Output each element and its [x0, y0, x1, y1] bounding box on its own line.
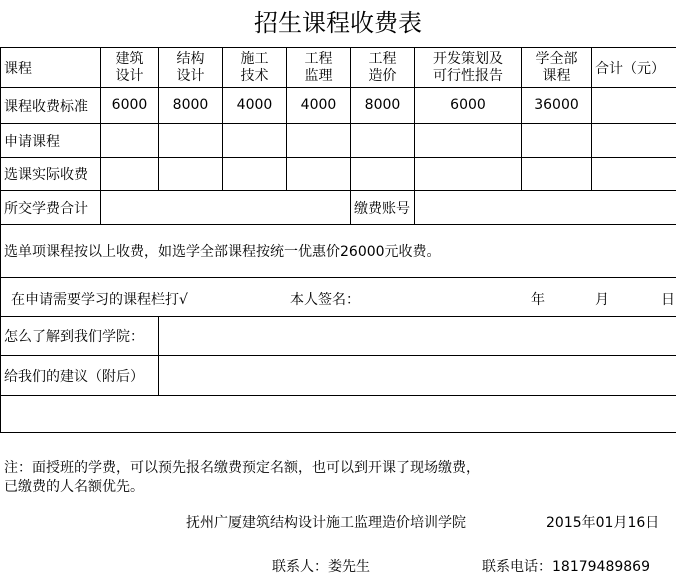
apply-cell[interactable]	[351, 124, 415, 158]
fee-row-label: 课程收费标准	[1, 88, 101, 124]
school-name: 抚州广厦建筑结构设计施工监理造价培训学院	[186, 515, 466, 531]
apply-cell[interactable]	[223, 124, 287, 158]
contact-phone: 联系电话：18179489869	[482, 559, 650, 575]
paid-total-label: 所交学费合计	[1, 191, 101, 225]
month-label: 月	[595, 292, 609, 308]
apply-cell[interactable]	[415, 124, 522, 158]
actual-fee-cell[interactable]	[287, 158, 351, 191]
fee-cell: 36000	[522, 88, 592, 124]
fee-cell: 6000	[101, 88, 159, 124]
fee-table	[0, 47, 676, 433]
col-header-architecture: 建筑 设计	[101, 48, 159, 88]
note-line: 注：面授班的学费，可以预先报名缴费预定名额，也可以到开课了现场缴费，	[4, 460, 480, 476]
apply-total-cell[interactable]	[592, 124, 676, 158]
discount-row	[1, 225, 676, 278]
account-label: 缴费账号	[351, 191, 415, 225]
apply-cell[interactable]	[287, 124, 351, 158]
actual-fee-total-cell[interactable]	[592, 158, 676, 191]
blank-field[interactable]	[1, 396, 676, 433]
sign-row	[1, 278, 676, 317]
fee-cell: 4000	[287, 88, 351, 124]
apply-cell[interactable]	[101, 124, 159, 158]
contact-person: 联系人：娄先生	[272, 559, 370, 575]
col-header-supervision: 工程 监理	[287, 48, 351, 88]
fee-cell: 6000	[415, 88, 522, 124]
apply-cell[interactable]	[159, 124, 223, 158]
fee-row	[1, 88, 676, 124]
signature-label: 本人签名：	[290, 292, 360, 308]
day-label: 日	[661, 292, 675, 308]
total-header: 合计（元）	[592, 48, 676, 88]
apply-row-label: 申请课程	[1, 124, 101, 158]
col-header-construction: 施工 技术	[223, 48, 287, 88]
actual-fee-cell[interactable]	[351, 158, 415, 191]
col-header-structure: 结构 设计	[159, 48, 223, 88]
fee-cell: 8000	[159, 88, 223, 124]
discount-text: 选单项课程按以上收费，如选学全部课程按统一优惠价26000元收费。	[1, 225, 676, 278]
suggest-row	[1, 356, 676, 396]
form-title: 招生课程收费表	[254, 9, 422, 37]
issue-date: 2015年01月16日	[546, 515, 660, 531]
actual-fee-cell[interactable]	[415, 158, 522, 191]
note-text	[4, 459, 480, 497]
apply-row	[1, 124, 676, 158]
actual-fee-cell[interactable]	[522, 158, 592, 191]
account-field[interactable]	[415, 191, 676, 225]
how-field[interactable]	[159, 317, 676, 356]
actual-fee-cell[interactable]	[159, 158, 223, 191]
paid-row	[1, 191, 676, 225]
col-header-feasibility: 开发策划及 可行性报告	[415, 48, 522, 88]
actual-fee-row	[1, 158, 676, 191]
sign-cell	[1, 278, 676, 317]
check-instruction: 在申请需要学习的课程栏打√	[11, 292, 188, 308]
year-label: 年	[531, 292, 545, 308]
col-header-all-courses: 学全部 课程	[522, 48, 592, 88]
actual-fee-label: 选课实际收费	[1, 158, 101, 191]
suggest-field[interactable]	[159, 356, 676, 396]
suggest-label: 给我们的建议（附后）	[1, 356, 159, 396]
note-line: 已缴费的人名额优先。	[4, 479, 144, 495]
apply-cell[interactable]	[522, 124, 592, 158]
header-row	[1, 48, 676, 88]
fee-cell: 8000	[351, 88, 415, 124]
paid-total-field[interactable]	[101, 191, 351, 225]
fee-cell: 4000	[223, 88, 287, 124]
col-header-costing: 工程 造价	[351, 48, 415, 88]
how-row	[1, 317, 676, 356]
course-header: 课程	[1, 48, 101, 88]
fee-total-cell[interactable]	[592, 88, 676, 124]
blank-row	[1, 396, 676, 433]
how-label: 怎么了解到我们学院：	[1, 317, 159, 356]
actual-fee-cell[interactable]	[223, 158, 287, 191]
actual-fee-cell[interactable]	[101, 158, 159, 191]
